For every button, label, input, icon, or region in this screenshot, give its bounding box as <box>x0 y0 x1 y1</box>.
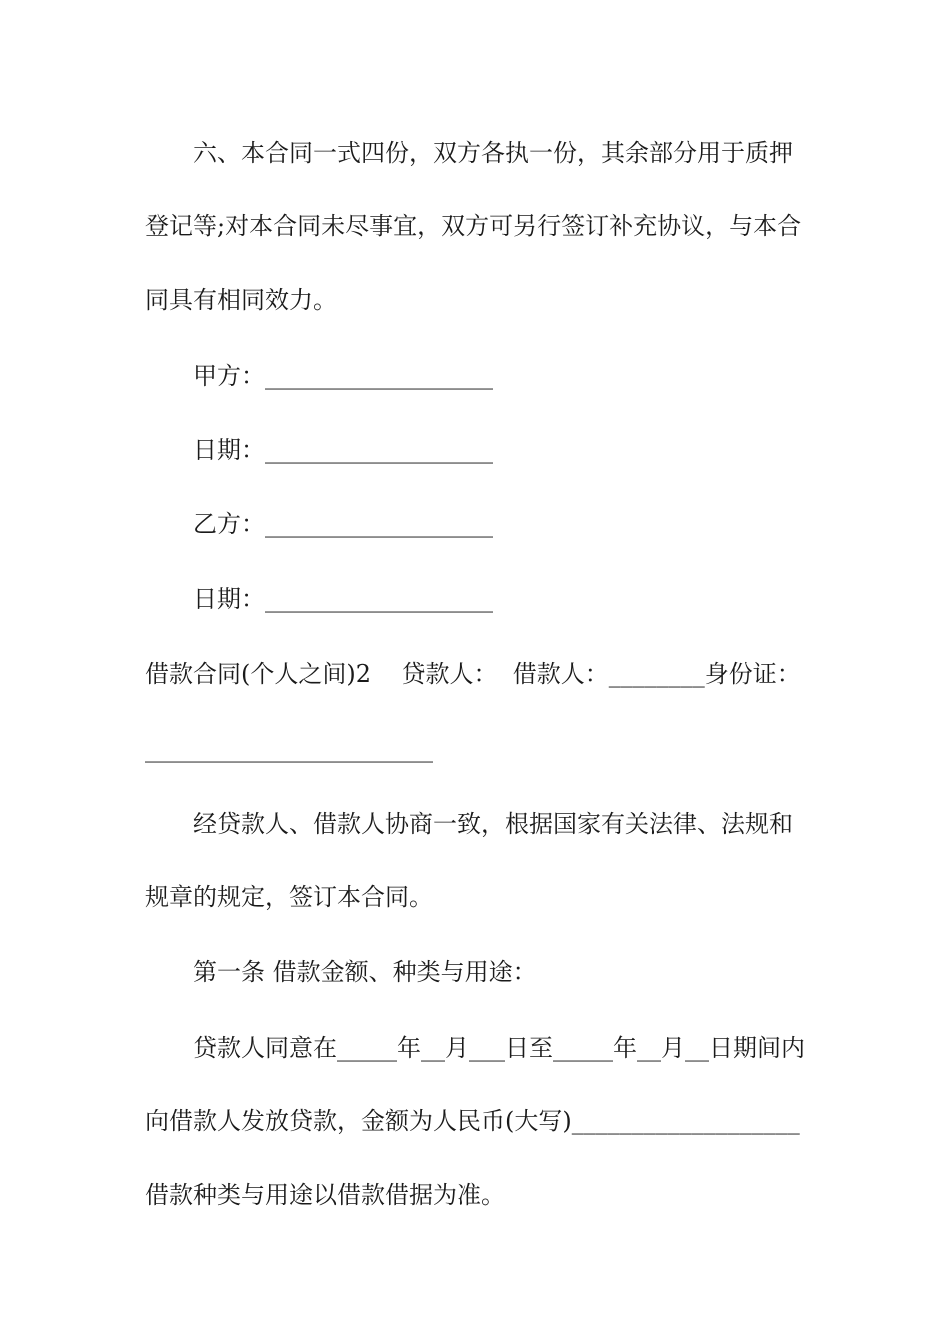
id-number-blank: ________________________ <box>145 735 433 763</box>
clause-six-line-1: 六、本合同一式四份，双方各执一份，其余部分用于质押 <box>193 139 793 167</box>
preamble-line-1: 经贷款人、借款人协商一致，根据国家有关法律、法规和 <box>193 810 793 838</box>
clause-six-line-2: 登记等;对本合同未尽事宜，双方可另行签订补充协议，与本合 <box>145 212 802 240</box>
party-a-date-line: 日期：___________________ <box>193 436 493 464</box>
article-one-line-2: 向借款人发放贷款，金额为人民币(大写)___________________ <box>145 1107 800 1135</box>
party-b-signature-line: 乙方：___________________ <box>193 510 493 538</box>
party-a-signature-line: 甲方：___________________ <box>193 362 493 390</box>
article-one-line-1: 贷款人同意在_____年__月___日至_____年__月__日期间内 <box>193 1034 805 1062</box>
contract-title-line: 借款合同(个人之间)2 贷款人： 借款人：________身份证： <box>145 660 801 688</box>
article-one-heading: 第一条 借款金额、种类与用途： <box>193 958 537 986</box>
article-one-line-3: 借款种类与用途以借款借据为准。 <box>145 1181 505 1209</box>
party-b-date-line: 日期：___________________ <box>193 585 493 613</box>
clause-six-line-3: 同具有相同效力。 <box>145 286 337 314</box>
preamble-line-2: 规章的规定，签订本合同。 <box>145 883 433 911</box>
